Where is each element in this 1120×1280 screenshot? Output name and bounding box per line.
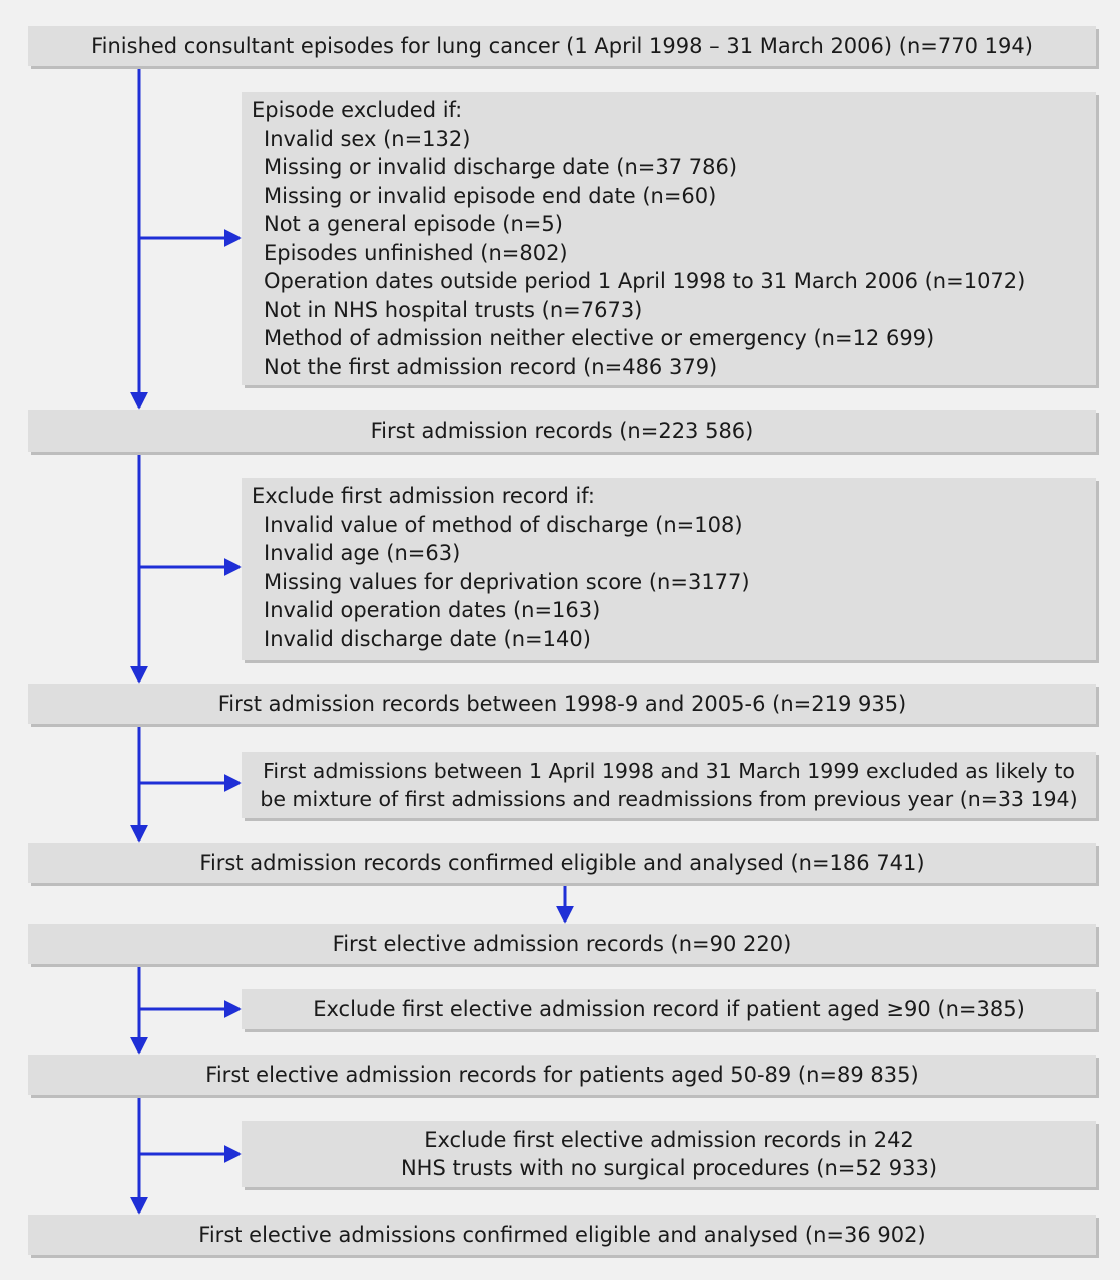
exclusion-line: First admissions between 1 April 1998 and 31 March 1999 excluded as likely to [263, 758, 1075, 783]
box-admissions-1998-2006-text: First admission records between 1998-9 and 2005-6 (n=219 935) [217, 691, 907, 716]
box-elective-aged-50-89-text: First elective admission records for patients aged 50-89 (n=89 835) [205, 1062, 919, 1087]
box-elective-eligible-text: First elective admissions confirmed eligible and analysed (n=36 902) [198, 1222, 926, 1247]
exclusion-item: Invalid value of method of discharge (n=108) [264, 512, 743, 537]
exclusion-item: Missing or invalid discharge date (n=37 786) [264, 155, 738, 179]
box-finished-episodes-text: Finished consultant episodes for lung cancer (1 April 1998 – 31 March 2006) (n=770 194) [91, 33, 1033, 58]
box-elective-eligible [28, 1215, 1096, 1255]
box-admissions-eligible-text: First admission records confirmed eligible and analysed (n=186 741) [199, 850, 925, 875]
exclusion-line: Exclude first elective admission records in 242 [424, 1127, 914, 1152]
exclusion-item: Missing values for deprivation score (n=3177) [264, 569, 750, 594]
exclusion-line: be mixture of first admissions and readmissions from previous year (n=33 194) [260, 787, 1078, 811]
exclusion-item: Invalid age (n=63) [264, 541, 461, 565]
box-admissions-eligible [28, 843, 1096, 883]
first-admission-exclusions-heading: Exclude first admission record if: [252, 484, 596, 508]
exclusion-item: Invalid sex (n=132) [264, 126, 471, 151]
exclusion-item: Operation dates outside period 1 April 1998 to 31 March 2006 (n=1072) [264, 269, 1026, 293]
box-first-admission-exclusions [242, 478, 1096, 660]
exclusion-item: Invalid operation dates (n=163) [264, 598, 601, 622]
exclusion-item: Method of admission neither elective or emergency (n=12 699) [264, 326, 935, 350]
exclusion-item: Invalid discharge date (n=140) [264, 626, 591, 651]
box-first-admission-records [28, 410, 1096, 452]
box-episode-exclusions [242, 92, 1096, 385]
box-admissions-1998-2006 [28, 684, 1096, 724]
box-1998-9-exclusion [242, 752, 1096, 818]
exclusion-line: NHS trusts with no surgical procedures (n=52 933) [400, 1156, 938, 1180]
box-elective-admissions [28, 924, 1096, 964]
exclusion-item: Not in NHS hospital trusts (n=7673) [264, 297, 643, 322]
box-age-exclusion-text: Exclude first elective admission record if patient aged ≥90 (n=385) [313, 996, 1025, 1021]
exclusion-item: Not a general episode (n=5) [264, 212, 563, 236]
episode-exclusions-heading: Episode excluded if: [252, 98, 463, 122]
box-first-admission-records-text: First admission records (n=223 586) [370, 418, 754, 443]
exclusion-item: Episodes unfinished (n=802) [264, 240, 568, 265]
box-finished-episodes [28, 26, 1096, 66]
box-age-exclusion [242, 989, 1096, 1029]
exclusion-item: Not the first admission record (n=486 379) [264, 354, 718, 379]
box-elective-admissions-text: First elective admission records (n=90 220) [332, 931, 792, 956]
box-trust-exclusion [242, 1121, 1096, 1187]
box-elective-aged-50-89 [28, 1055, 1096, 1095]
exclusion-item: Missing or invalid episode end date (n=60) [264, 183, 717, 208]
